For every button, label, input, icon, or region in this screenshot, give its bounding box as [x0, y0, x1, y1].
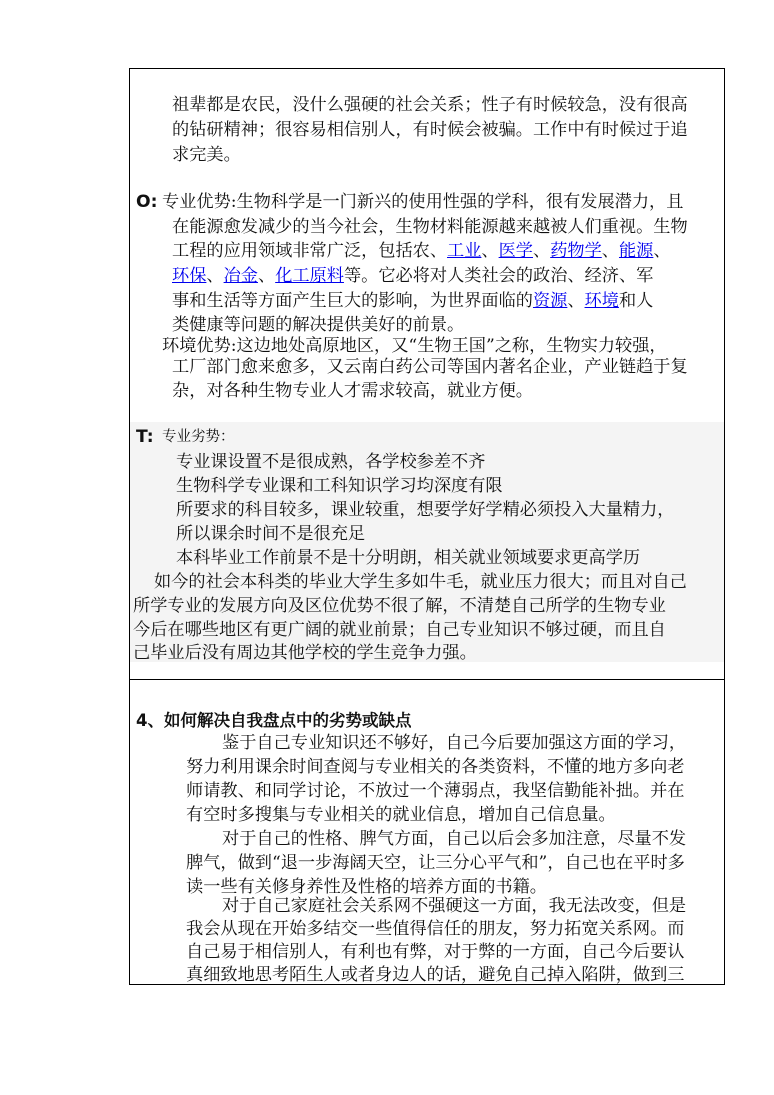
t-line-6: 如今的社会本科类的毕业大学生多如牛毛，就业压力很大；而且对自己 — [154, 572, 687, 592]
weakness-line-3: 求完美。 — [172, 145, 241, 165]
link-yixue[interactable]: 医学 — [498, 241, 533, 261]
o-label: O: — [136, 192, 158, 212]
t-line-9: 己毕业后没有周边其他学校的学生竞争力强。 — [133, 643, 477, 663]
s4-line-1: 鉴于自己专业知识还不够好，自己今后要加强这方面的学习， — [222, 733, 687, 753]
link-gongye[interactable]: 工业 — [447, 241, 482, 261]
link-yejin[interactable]: 冶金 — [223, 266, 258, 286]
t-line-3: 所要求的科目较多，课业较重，想要学好学精必须投入大量精力， — [176, 500, 675, 520]
row-divider — [129, 679, 725, 680]
o-line-5 — [172, 289, 653, 313]
sep: 、 — [653, 241, 671, 261]
weakness-line-2: 的钻研精神；很容易相信别人，有时候会被骗。工作中有时候过于追 — [172, 120, 688, 140]
t-line-1: 专业课设置不是很成熟，各学校参差不齐 — [176, 452, 486, 472]
s4-line-2: 努力利用课余时间查阅与专业相关的各类资料，不懂的地方多向老 — [186, 757, 685, 777]
sep: 、 — [533, 241, 551, 261]
t-label: T: — [136, 427, 154, 447]
o-line-4-text: 等。它必将对人类社会的政治、经济、军 — [343, 266, 654, 286]
s4-line-7: 读一些有关修身养性及性格的培养方面的书籍。 — [186, 877, 547, 897]
s4-line-5: 对于自己的性格、脾气方面，自己以后会多加注意，尽量不发 — [222, 829, 687, 849]
sep: 、 — [601, 241, 619, 261]
s4-line-3: 师请教、和同学讨论，不放过一个薄弱点，我坚信勤能补拙。并在 — [186, 781, 685, 801]
s4-line-8: 对于自己家庭社会关系网不强硬这一方面，我无法改变，但是 — [222, 896, 687, 916]
section-4-heading: 4、如何解决自我盘点中的劣势或缺点 — [136, 711, 412, 730]
t-line-4: 所以课余时间不是很充足 — [176, 524, 366, 544]
s4-line-9: 我会从现在开始多结交一些值得信任的朋友，努力拓宽关系网。而 — [186, 919, 685, 939]
link-huanbao[interactable]: 环保 — [172, 266, 207, 286]
o-line-5-tail: 和人 — [618, 291, 654, 311]
s4-line-4: 有空时多搜集与专业相关的就业信息，增加自己信息量。 — [186, 805, 616, 825]
o-line-9: 杂，对各种生物专业人才需求较高，就业方便。 — [172, 381, 533, 401]
o-line-8: 工厂部门愈来愈多，又云南白药公司等国内著名企业，产业链趋于复 — [172, 357, 688, 377]
link-huagong[interactable]: 化工原料 — [275, 266, 344, 286]
link-huanjing[interactable]: 环境 — [584, 291, 619, 311]
o-line-3-text: 工程的应用领域非常广泛，包括农、 — [172, 241, 448, 261]
o-line-4 — [172, 264, 653, 288]
link-nengyuan[interactable]: 能源 — [618, 241, 654, 261]
s4-line-11: 真细致地思考陌生人或者身边人的话，避免自己掉入陷阱，做到三 — [186, 965, 685, 985]
t-line-8: 今后在哪些地区有更广阔的就业前景；自己专业知识不够过硬，而且自 — [133, 620, 666, 640]
link-ziyuan[interactable]: 资源 — [532, 291, 568, 311]
o-line-2: 在能源愈发减少的当今社会，生物材料能源越来越被人们重视。生物 — [172, 217, 688, 237]
t-line-7: 所学专业的发展方向及区位优势不很了解，不清楚自己所学的生物专业 — [133, 596, 666, 616]
o-line-3 — [172, 239, 671, 263]
weakness-line-1: 祖辈都是农民，没什么强硬的社会关系；性子有时候较急，没有很高 — [172, 95, 688, 115]
t-line-2: 生物科学专业课和工科知识学习均深度有限 — [176, 476, 503, 496]
o-line-7: 环境优势:这边地处高原地区，又“生物王国”之称，生物实力较强， — [162, 336, 667, 356]
sep: 、 — [257, 266, 276, 286]
t-heading: 专业劣势： — [162, 429, 235, 445]
s4-line-10: 自己易于相信别人，有利也有弊，对于弊的一方面，自己今后要认 — [186, 942, 685, 962]
o-line-6: 类健康等问题的解决提供美好的前景。 — [172, 315, 465, 335]
s4-line-6: 脾气，做到“退一步海阔天空，让三分心平气和”，自己也在平时多 — [186, 853, 685, 873]
link-yaowuxue[interactable]: 药物学 — [550, 241, 602, 261]
o-line-1: 专业优势:生物科学是一门新兴的使用性强的学科，很有发展潜力，且 — [162, 192, 684, 212]
sep: 、 — [481, 241, 499, 261]
o-line-5-text: 事和生活等方面产生巨大的影响，为世界面临的 — [172, 291, 533, 311]
sep: 、 — [206, 266, 224, 286]
t-line-5: 本科毕业工作前景不是十分明朗，相关就业领域要求更高学历 — [176, 548, 641, 568]
sep: 、 — [567, 291, 585, 311]
